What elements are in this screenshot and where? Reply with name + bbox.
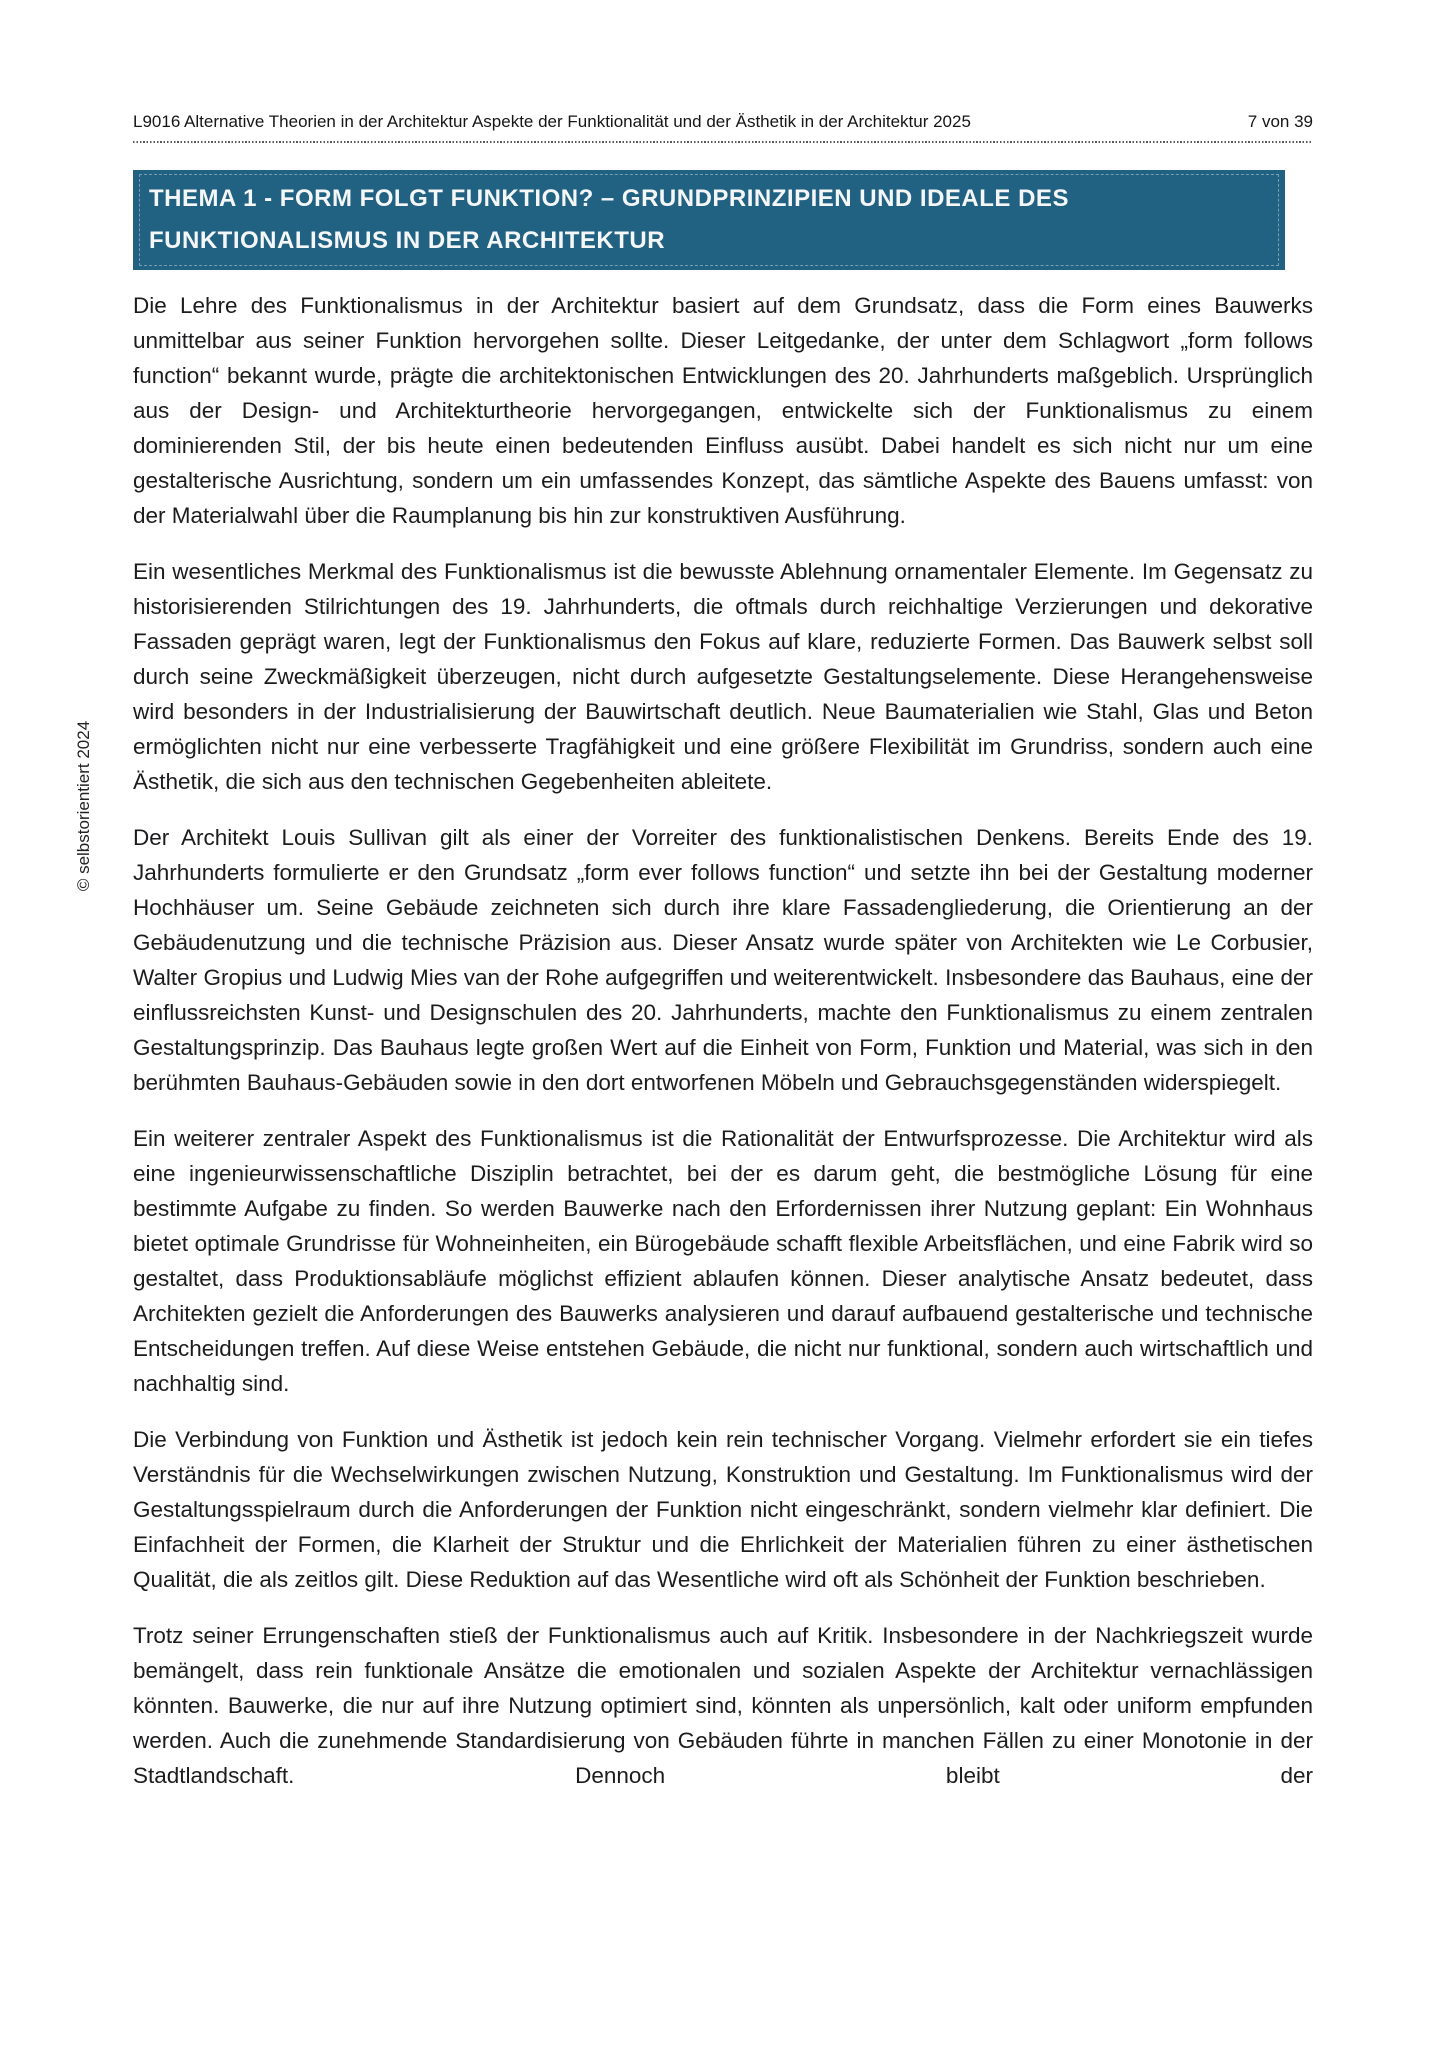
paragraph-1: Die Lehre des Funktionalismus in der Architektur basiert auf dem Grundsatz, dass die Form eines Bauwerks unmittelbar aus seiner Funktion hervorgehen sollte. Dieser Leitgedanke, der unter dem Schlagwort „form follows function“ bekannt wurde, prägte die architektonischen Entwicklungen des 20. Jahrhunderts maßgeblich. Ursprünglich aus der Design- und Architekturtheorie hervorgegangen, entwickelte sich der Funktionalismus zu einem dominierenden Stil, der bis heute einen bedeutenden Einfluss ausübt. Dabei handelt es sich nicht nur um eine gestalterische Ausrichtung, sondern um ein umfassendes Konzept, das sämtliche Aspekte des Bauens umfasst: von der Materialwahl über die Raumplanung bis hin zur konstruktiven Ausführung. [133, 293, 1313, 528]
body-text [133, 288, 1313, 1814]
copyright-watermark: © selbstorientiert 2024 [74, 720, 93, 892]
paragraph-6: Trotz seiner Errungenschaften stieß der Funktionalismus auch auf Kritik. Insbesondere in der Nachkriegszeit wurde bemängelt, dass rein funktionale Ansätze die emotionalen und sozialen Aspekte der Architektur vernachlässigen könnten. Bauwerke, die nur auf ihre Nutzung optimiert sind, könnten als unpersönlich, kalt oder uniform empfunden werden. Auch die zunehmende Standardisierung von Gebäuden führte in manchen Fällen zu einer Monotonie in der Stadtlandschaft. Dennoch bleibt der [133, 1623, 1313, 1788]
paragraph-2: Ein wesentliches Merkmal des Funktionalismus ist die bewusste Ablehnung ornamentaler Elemente. Im Gegensatz zu historisierenden Stilrichtungen des 19. Jahrhunderts, die oftmals durch reichhaltige Verzierungen und dekorative Fassaden geprägt waren, legt der Funktionalismus den Fokus auf klare, reduzierte Formen. Das Bauwerk selbst soll durch seine Zweckmäßigkeit überzeugen, nicht durch aufgesetzte Gestaltungselemente. Diese Herangehensweise wird besonders in der Industrialisierung der Bauwirtschaft deutlich. Neue Baumaterialien wie Stahl, Glas und Beton ermöglichten nicht nur eine verbesserte Tragfähigkeit und eine größere Flexibilität im Grundriss, sondern auch eine Ästhetik, die sich aus den technischen Gegebenheiten ableitete. [133, 559, 1313, 794]
paragraph-4: Ein weiterer zentraler Aspekt des Funktionalismus ist die Rationalität der Entwurfsprozesse. Die Architektur wird als eine ingenieurwissenschaftliche Disziplin betrachtet, bei der es darum geht, die bestmögliche Lösung für eine bestimmte Aufgabe zu finden. So werden Bauwerke nach den Erfordernissen ihrer Nutzung geplant: Ein Wohnhaus bietet optimale Grundrisse für Wohneinheiten, ein Bürogebäude schafft flexible Arbeitsflächen, und eine Fabrik wird so gestaltet, dass Produktionsabläufe möglichst effizient ablaufen können. Dieser analytische Ansatz bedeutet, dass Architekten gezielt die Anforderungen des Bauwerks analysieren und darauf aufbauend gestalterische und technische Entscheidungen treffen. Auf diese Weise entstehen Gebäude, die nicht nur funktional, sondern auch wirtschaftlich und nachhaltig sind. [133, 1126, 1313, 1396]
page-header [133, 112, 1313, 141]
header-divider [133, 141, 1313, 143]
section-title: THEMA 1 - FORM FOLGT FUNKTION? – GRUNDPRINZIPIEN UND IDEALE DES FUNKTIONALISMUS IN DER ARCHITEKTUR [149, 185, 1069, 254]
section-title-banner [133, 170, 1285, 270]
page-number-indicator: 7 von 39 [1247, 112, 1313, 131]
header-course-title: L9016 Alternative Theorien in der Architektur Aspekte der Funktionalität und der Ästhetik in der Architektur 2025 [133, 112, 971, 131]
paragraph-3: Der Architekt Louis Sullivan gilt als einer der Vorreiter des funktionalistischen Denkens. Bereits Ende des 19. Jahrhunderts formulierte er den Grundsatz „form ever follows function“ und setzte ihn bei der Gestaltung moderner Hochhäuser um. Seine Gebäude zeichneten sich durch ihre klare Fassadengliederung, die Orientierung an der Gebäudenutzung und die technische Präzision aus. Dieser Ansatz wurde später von Architekten wie Le Corbusier, Walter Gropius und Ludwig Mies van der Rohe aufgegriffen und weiterentwickelt. Insbesondere das Bauhaus, eine der einflussreichsten Kunst- und Designschulen des 20. Jahrhunderts, machte den Funktionalismus zu einem zentralen Gestaltungsprinzip. Das Bauhaus legte großen Wert auf die Einheit von Form, Funktion und Material, was sich in den berühmten Bauhaus-Gebäuden sowie in den dort entworfenen Möbeln und Gebrauchsgegenständen widerspiegelt. [133, 825, 1313, 1095]
paragraph-5: Die Verbindung von Funktion und Ästhetik ist jedoch kein rein technischer Vorgang. Vielmehr erfordert sie ein tiefes Verständnis für die Wechselwirkungen zwischen Nutzung, Konstruktion und Gestaltung. Im Funktionalismus wird der Gestaltungsspielraum durch die Anforderungen der Funktion nicht eingeschränkt, sondern vielmehr klar definiert. Die Einfachheit der Formen, die Klarheit der Struktur und die Ehrlichkeit der Materialien führen zu einer ästhetischen Qualität, die als zeitlos gilt. Diese Reduktion auf das Wesentliche wird oft als Schönheit der Funktion beschrieben. [133, 1427, 1313, 1592]
